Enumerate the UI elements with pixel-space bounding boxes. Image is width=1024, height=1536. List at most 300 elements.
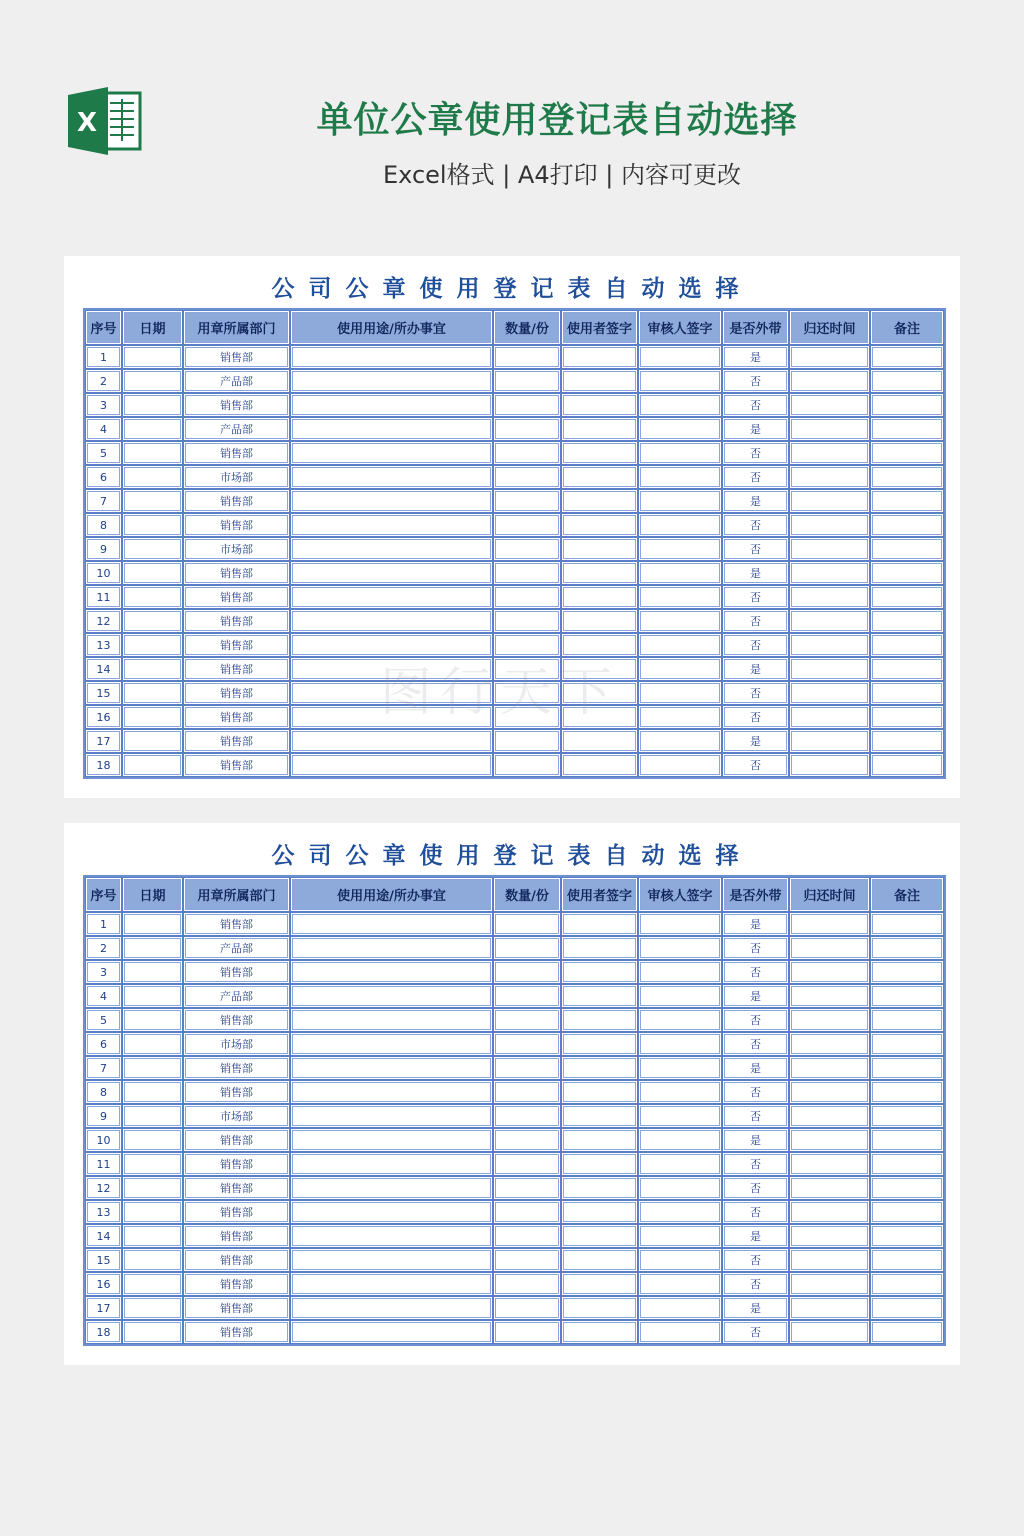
row-number-cell[interactable]: 10	[85, 1128, 122, 1152]
return-time-cell[interactable]	[789, 1128, 870, 1152]
user-signature-cell[interactable]	[561, 441, 638, 465]
quantity-cell[interactable]	[493, 561, 561, 585]
user-signature-cell[interactable]	[561, 1104, 638, 1128]
department-cell[interactable]: 销售部	[183, 1176, 290, 1200]
quantity-cell[interactable]	[493, 1248, 561, 1272]
purpose-cell[interactable]	[290, 1056, 493, 1080]
quantity-cell[interactable]	[493, 681, 561, 705]
remarks-cell[interactable]	[870, 585, 944, 609]
user-signature-cell[interactable]	[561, 1272, 638, 1296]
remarks-cell[interactable]	[870, 537, 944, 561]
quantity-cell[interactable]	[493, 1032, 561, 1056]
row-number-cell[interactable]: 2	[85, 369, 122, 393]
taken-out-cell[interactable]: 是	[722, 1128, 789, 1152]
reviewer-signature-cell[interactable]	[638, 1032, 722, 1056]
department-cell[interactable]: 销售部	[183, 1080, 290, 1104]
date-cell[interactable]	[122, 753, 183, 777]
user-signature-cell[interactable]	[561, 585, 638, 609]
user-signature-cell[interactable]	[561, 489, 638, 513]
reviewer-signature-cell[interactable]	[638, 1152, 722, 1176]
purpose-cell[interactable]	[290, 753, 493, 777]
taken-out-cell[interactable]: 是	[722, 1056, 789, 1080]
taken-out-cell[interactable]: 否	[722, 681, 789, 705]
row-number-cell[interactable]: 5	[85, 441, 122, 465]
date-cell[interactable]	[122, 1080, 183, 1104]
return-time-cell[interactable]	[789, 1296, 870, 1320]
user-signature-cell[interactable]	[561, 1008, 638, 1032]
user-signature-cell[interactable]	[561, 1176, 638, 1200]
purpose-cell[interactable]	[290, 369, 493, 393]
purpose-cell[interactable]	[290, 345, 493, 369]
taken-out-cell[interactable]: 是	[722, 729, 789, 753]
return-time-cell[interactable]	[789, 465, 870, 489]
quantity-cell[interactable]	[493, 585, 561, 609]
quantity-cell[interactable]	[493, 489, 561, 513]
return-time-cell[interactable]	[789, 1248, 870, 1272]
purpose-cell[interactable]	[290, 633, 493, 657]
quantity-cell[interactable]	[493, 369, 561, 393]
department-cell[interactable]: 产品部	[183, 984, 290, 1008]
quantity-cell[interactable]	[493, 537, 561, 561]
remarks-cell[interactable]	[870, 960, 944, 984]
remarks-cell[interactable]	[870, 1296, 944, 1320]
purpose-cell[interactable]	[290, 537, 493, 561]
return-time-cell[interactable]	[789, 753, 870, 777]
department-cell[interactable]: 销售部	[183, 1056, 290, 1080]
row-number-cell[interactable]: 5	[85, 1008, 122, 1032]
return-time-cell[interactable]	[789, 1032, 870, 1056]
purpose-cell[interactable]	[290, 513, 493, 537]
user-signature-cell[interactable]	[561, 393, 638, 417]
return-time-cell[interactable]	[789, 537, 870, 561]
purpose-cell[interactable]	[290, 657, 493, 681]
return-time-cell[interactable]	[789, 561, 870, 585]
row-number-cell[interactable]: 8	[85, 1080, 122, 1104]
department-cell[interactable]: 销售部	[183, 513, 290, 537]
remarks-cell[interactable]	[870, 912, 944, 936]
date-cell[interactable]	[122, 1320, 183, 1344]
purpose-cell[interactable]	[290, 1296, 493, 1320]
row-number-cell[interactable]: 14	[85, 1224, 122, 1248]
remarks-cell[interactable]	[870, 489, 944, 513]
purpose-cell[interactable]	[290, 1032, 493, 1056]
department-cell[interactable]: 销售部	[183, 633, 290, 657]
date-cell[interactable]	[122, 1008, 183, 1032]
return-time-cell[interactable]	[789, 489, 870, 513]
remarks-cell[interactable]	[870, 1320, 944, 1344]
user-signature-cell[interactable]	[561, 1056, 638, 1080]
purpose-cell[interactable]	[290, 465, 493, 489]
remarks-cell[interactable]	[870, 753, 944, 777]
taken-out-cell[interactable]: 是	[722, 489, 789, 513]
quantity-cell[interactable]	[493, 1200, 561, 1224]
user-signature-cell[interactable]	[561, 537, 638, 561]
user-signature-cell[interactable]	[561, 984, 638, 1008]
remarks-cell[interactable]	[870, 465, 944, 489]
return-time-cell[interactable]	[789, 729, 870, 753]
taken-out-cell[interactable]: 否	[722, 585, 789, 609]
department-cell[interactable]: 市场部	[183, 1104, 290, 1128]
date-cell[interactable]	[122, 912, 183, 936]
reviewer-signature-cell[interactable]	[638, 1248, 722, 1272]
row-number-cell[interactable]: 10	[85, 561, 122, 585]
quantity-cell[interactable]	[493, 705, 561, 729]
date-cell[interactable]	[122, 1248, 183, 1272]
remarks-cell[interactable]	[870, 1104, 944, 1128]
purpose-cell[interactable]	[290, 729, 493, 753]
department-cell[interactable]: 销售部	[183, 753, 290, 777]
department-cell[interactable]: 销售部	[183, 1200, 290, 1224]
row-number-cell[interactable]: 9	[85, 537, 122, 561]
row-number-cell[interactable]: 13	[85, 1200, 122, 1224]
department-cell[interactable]: 销售部	[183, 585, 290, 609]
taken-out-cell[interactable]: 否	[722, 369, 789, 393]
purpose-cell[interactable]	[290, 1152, 493, 1176]
taken-out-cell[interactable]: 是	[722, 984, 789, 1008]
row-number-cell[interactable]: 3	[85, 960, 122, 984]
row-number-cell[interactable]: 7	[85, 1056, 122, 1080]
return-time-cell[interactable]	[789, 1008, 870, 1032]
reviewer-signature-cell[interactable]	[638, 1272, 722, 1296]
purpose-cell[interactable]	[290, 1200, 493, 1224]
taken-out-cell[interactable]: 否	[722, 537, 789, 561]
remarks-cell[interactable]	[870, 657, 944, 681]
row-number-cell[interactable]: 17	[85, 1296, 122, 1320]
date-cell[interactable]	[122, 417, 183, 441]
department-cell[interactable]: 产品部	[183, 417, 290, 441]
user-signature-cell[interactable]	[561, 1224, 638, 1248]
purpose-cell[interactable]	[290, 441, 493, 465]
return-time-cell[interactable]	[789, 1224, 870, 1248]
row-number-cell[interactable]: 11	[85, 1152, 122, 1176]
return-time-cell[interactable]	[789, 369, 870, 393]
user-signature-cell[interactable]	[561, 561, 638, 585]
taken-out-cell[interactable]: 否	[722, 705, 789, 729]
reviewer-signature-cell[interactable]	[638, 441, 722, 465]
user-signature-cell[interactable]	[561, 936, 638, 960]
purpose-cell[interactable]	[290, 585, 493, 609]
quantity-cell[interactable]	[493, 1296, 561, 1320]
taken-out-cell[interactable]: 否	[722, 1248, 789, 1272]
date-cell[interactable]	[122, 369, 183, 393]
purpose-cell[interactable]	[290, 960, 493, 984]
reviewer-signature-cell[interactable]	[638, 1224, 722, 1248]
quantity-cell[interactable]	[493, 1104, 561, 1128]
date-cell[interactable]	[122, 984, 183, 1008]
return-time-cell[interactable]	[789, 960, 870, 984]
purpose-cell[interactable]	[290, 489, 493, 513]
user-signature-cell[interactable]	[561, 1320, 638, 1344]
date-cell[interactable]	[122, 441, 183, 465]
taken-out-cell[interactable]: 否	[722, 960, 789, 984]
quantity-cell[interactable]	[493, 936, 561, 960]
row-number-cell[interactable]: 16	[85, 705, 122, 729]
row-number-cell[interactable]: 16	[85, 1272, 122, 1296]
taken-out-cell[interactable]: 否	[722, 513, 789, 537]
reviewer-signature-cell[interactable]	[638, 393, 722, 417]
return-time-cell[interactable]	[789, 705, 870, 729]
date-cell[interactable]	[122, 936, 183, 960]
department-cell[interactable]: 销售部	[183, 1272, 290, 1296]
quantity-cell[interactable]	[493, 657, 561, 681]
quantity-cell[interactable]	[493, 912, 561, 936]
remarks-cell[interactable]	[870, 1032, 944, 1056]
remarks-cell[interactable]	[870, 1008, 944, 1032]
quantity-cell[interactable]	[493, 1152, 561, 1176]
department-cell[interactable]: 销售部	[183, 705, 290, 729]
taken-out-cell[interactable]: 否	[722, 1152, 789, 1176]
department-cell[interactable]: 销售部	[183, 345, 290, 369]
department-cell[interactable]: 销售部	[183, 1224, 290, 1248]
reviewer-signature-cell[interactable]	[638, 960, 722, 984]
taken-out-cell[interactable]: 否	[722, 936, 789, 960]
taken-out-cell[interactable]: 否	[722, 1272, 789, 1296]
reviewer-signature-cell[interactable]	[638, 1176, 722, 1200]
department-cell[interactable]: 销售部	[183, 960, 290, 984]
row-number-cell[interactable]: 1	[85, 345, 122, 369]
reviewer-signature-cell[interactable]	[638, 633, 722, 657]
department-cell[interactable]: 销售部	[183, 729, 290, 753]
return-time-cell[interactable]	[789, 441, 870, 465]
return-time-cell[interactable]	[789, 984, 870, 1008]
user-signature-cell[interactable]	[561, 753, 638, 777]
return-time-cell[interactable]	[789, 936, 870, 960]
department-cell[interactable]: 销售部	[183, 912, 290, 936]
department-cell[interactable]: 销售部	[183, 681, 290, 705]
reviewer-signature-cell[interactable]	[638, 1320, 722, 1344]
remarks-cell[interactable]	[870, 369, 944, 393]
reviewer-signature-cell[interactable]	[638, 1104, 722, 1128]
remarks-cell[interactable]	[870, 1128, 944, 1152]
return-time-cell[interactable]	[789, 1152, 870, 1176]
date-cell[interactable]	[122, 1176, 183, 1200]
purpose-cell[interactable]	[290, 1176, 493, 1200]
user-signature-cell[interactable]	[561, 1296, 638, 1320]
remarks-cell[interactable]	[870, 1224, 944, 1248]
row-number-cell[interactable]: 6	[85, 1032, 122, 1056]
reviewer-signature-cell[interactable]	[638, 936, 722, 960]
return-time-cell[interactable]	[789, 1176, 870, 1200]
taken-out-cell[interactable]: 否	[722, 1176, 789, 1200]
date-cell[interactable]	[122, 1032, 183, 1056]
department-cell[interactable]: 产品部	[183, 936, 290, 960]
taken-out-cell[interactable]: 是	[722, 657, 789, 681]
user-signature-cell[interactable]	[561, 729, 638, 753]
user-signature-cell[interactable]	[561, 1128, 638, 1152]
row-number-cell[interactable]: 13	[85, 633, 122, 657]
return-time-cell[interactable]	[789, 609, 870, 633]
reviewer-signature-cell[interactable]	[638, 729, 722, 753]
purpose-cell[interactable]	[290, 1080, 493, 1104]
date-cell[interactable]	[122, 1224, 183, 1248]
return-time-cell[interactable]	[789, 912, 870, 936]
date-cell[interactable]	[122, 657, 183, 681]
date-cell[interactable]	[122, 345, 183, 369]
user-signature-cell[interactable]	[561, 369, 638, 393]
purpose-cell[interactable]	[290, 1320, 493, 1344]
remarks-cell[interactable]	[870, 441, 944, 465]
reviewer-signature-cell[interactable]	[638, 537, 722, 561]
row-number-cell[interactable]: 17	[85, 729, 122, 753]
department-cell[interactable]: 市场部	[183, 537, 290, 561]
row-number-cell[interactable]: 11	[85, 585, 122, 609]
purpose-cell[interactable]	[290, 681, 493, 705]
return-time-cell[interactable]	[789, 657, 870, 681]
quantity-cell[interactable]	[493, 1176, 561, 1200]
return-time-cell[interactable]	[789, 345, 870, 369]
remarks-cell[interactable]	[870, 1056, 944, 1080]
department-cell[interactable]: 产品部	[183, 369, 290, 393]
purpose-cell[interactable]	[290, 609, 493, 633]
return-time-cell[interactable]	[789, 1080, 870, 1104]
reviewer-signature-cell[interactable]	[638, 1056, 722, 1080]
user-signature-cell[interactable]	[561, 681, 638, 705]
purpose-cell[interactable]	[290, 984, 493, 1008]
remarks-cell[interactable]	[870, 705, 944, 729]
quantity-cell[interactable]	[493, 441, 561, 465]
purpose-cell[interactable]	[290, 1128, 493, 1152]
date-cell[interactable]	[122, 489, 183, 513]
row-number-cell[interactable]: 4	[85, 984, 122, 1008]
department-cell[interactable]: 销售部	[183, 393, 290, 417]
reviewer-signature-cell[interactable]	[638, 513, 722, 537]
user-signature-cell[interactable]	[561, 1080, 638, 1104]
reviewer-signature-cell[interactable]	[638, 561, 722, 585]
date-cell[interactable]	[122, 1200, 183, 1224]
reviewer-signature-cell[interactable]	[638, 984, 722, 1008]
reviewer-signature-cell[interactable]	[638, 465, 722, 489]
row-number-cell[interactable]: 18	[85, 753, 122, 777]
date-cell[interactable]	[122, 465, 183, 489]
row-number-cell[interactable]: 18	[85, 1320, 122, 1344]
user-signature-cell[interactable]	[561, 1152, 638, 1176]
remarks-cell[interactable]	[870, 561, 944, 585]
purpose-cell[interactable]	[290, 1104, 493, 1128]
department-cell[interactable]: 销售部	[183, 609, 290, 633]
department-cell[interactable]: 销售部	[183, 489, 290, 513]
row-number-cell[interactable]: 2	[85, 936, 122, 960]
purpose-cell[interactable]	[290, 705, 493, 729]
row-number-cell[interactable]: 12	[85, 609, 122, 633]
remarks-cell[interactable]	[870, 1200, 944, 1224]
remarks-cell[interactable]	[870, 1152, 944, 1176]
taken-out-cell[interactable]: 否	[722, 1320, 789, 1344]
user-signature-cell[interactable]	[561, 657, 638, 681]
taken-out-cell[interactable]: 是	[722, 417, 789, 441]
row-number-cell[interactable]: 7	[85, 489, 122, 513]
department-cell[interactable]: 销售部	[183, 1128, 290, 1152]
department-cell[interactable]: 销售部	[183, 1320, 290, 1344]
remarks-cell[interactable]	[870, 417, 944, 441]
user-signature-cell[interactable]	[561, 417, 638, 441]
reviewer-signature-cell[interactable]	[638, 705, 722, 729]
department-cell[interactable]: 市场部	[183, 465, 290, 489]
date-cell[interactable]	[122, 585, 183, 609]
quantity-cell[interactable]	[493, 753, 561, 777]
taken-out-cell[interactable]: 是	[722, 1224, 789, 1248]
date-cell[interactable]	[122, 1104, 183, 1128]
department-cell[interactable]: 销售部	[183, 561, 290, 585]
taken-out-cell[interactable]: 是	[722, 1296, 789, 1320]
user-signature-cell[interactable]	[561, 705, 638, 729]
user-signature-cell[interactable]	[561, 912, 638, 936]
user-signature-cell[interactable]	[561, 960, 638, 984]
quantity-cell[interactable]	[493, 393, 561, 417]
remarks-cell[interactable]	[870, 936, 944, 960]
remarks-cell[interactable]	[870, 345, 944, 369]
remarks-cell[interactable]	[870, 1248, 944, 1272]
user-signature-cell[interactable]	[561, 1032, 638, 1056]
quantity-cell[interactable]	[493, 345, 561, 369]
quantity-cell[interactable]	[493, 513, 561, 537]
date-cell[interactable]	[122, 1056, 183, 1080]
purpose-cell[interactable]	[290, 1224, 493, 1248]
remarks-cell[interactable]	[870, 513, 944, 537]
row-number-cell[interactable]: 15	[85, 1248, 122, 1272]
reviewer-signature-cell[interactable]	[638, 657, 722, 681]
reviewer-signature-cell[interactable]	[638, 681, 722, 705]
row-number-cell[interactable]: 15	[85, 681, 122, 705]
return-time-cell[interactable]	[789, 1200, 870, 1224]
purpose-cell[interactable]	[290, 1008, 493, 1032]
taken-out-cell[interactable]: 否	[722, 609, 789, 633]
reviewer-signature-cell[interactable]	[638, 1080, 722, 1104]
purpose-cell[interactable]	[290, 912, 493, 936]
quantity-cell[interactable]	[493, 1008, 561, 1032]
row-number-cell[interactable]: 12	[85, 1176, 122, 1200]
taken-out-cell[interactable]: 否	[722, 753, 789, 777]
return-time-cell[interactable]	[789, 585, 870, 609]
date-cell[interactable]	[122, 1128, 183, 1152]
taken-out-cell[interactable]: 是	[722, 912, 789, 936]
taken-out-cell[interactable]: 否	[722, 1032, 789, 1056]
taken-out-cell[interactable]: 是	[722, 561, 789, 585]
reviewer-signature-cell[interactable]	[638, 489, 722, 513]
remarks-cell[interactable]	[870, 609, 944, 633]
remarks-cell[interactable]	[870, 984, 944, 1008]
date-cell[interactable]	[122, 1272, 183, 1296]
purpose-cell[interactable]	[290, 417, 493, 441]
date-cell[interactable]	[122, 561, 183, 585]
remarks-cell[interactable]	[870, 1272, 944, 1296]
return-time-cell[interactable]	[789, 1272, 870, 1296]
quantity-cell[interactable]	[493, 1320, 561, 1344]
user-signature-cell[interactable]	[561, 1248, 638, 1272]
taken-out-cell[interactable]: 否	[722, 1080, 789, 1104]
date-cell[interactable]	[122, 633, 183, 657]
taken-out-cell[interactable]: 否	[722, 633, 789, 657]
reviewer-signature-cell[interactable]	[638, 585, 722, 609]
date-cell[interactable]	[122, 609, 183, 633]
return-time-cell[interactable]	[789, 1104, 870, 1128]
purpose-cell[interactable]	[290, 936, 493, 960]
remarks-cell[interactable]	[870, 1080, 944, 1104]
reviewer-signature-cell[interactable]	[638, 345, 722, 369]
purpose-cell[interactable]	[290, 1248, 493, 1272]
taken-out-cell[interactable]: 否	[722, 393, 789, 417]
quantity-cell[interactable]	[493, 633, 561, 657]
row-number-cell[interactable]: 4	[85, 417, 122, 441]
date-cell[interactable]	[122, 960, 183, 984]
date-cell[interactable]	[122, 513, 183, 537]
date-cell[interactable]	[122, 1152, 183, 1176]
purpose-cell[interactable]	[290, 393, 493, 417]
date-cell[interactable]	[122, 537, 183, 561]
quantity-cell[interactable]	[493, 1080, 561, 1104]
date-cell[interactable]	[122, 681, 183, 705]
return-time-cell[interactable]	[789, 1056, 870, 1080]
department-cell[interactable]: 销售部	[183, 1248, 290, 1272]
